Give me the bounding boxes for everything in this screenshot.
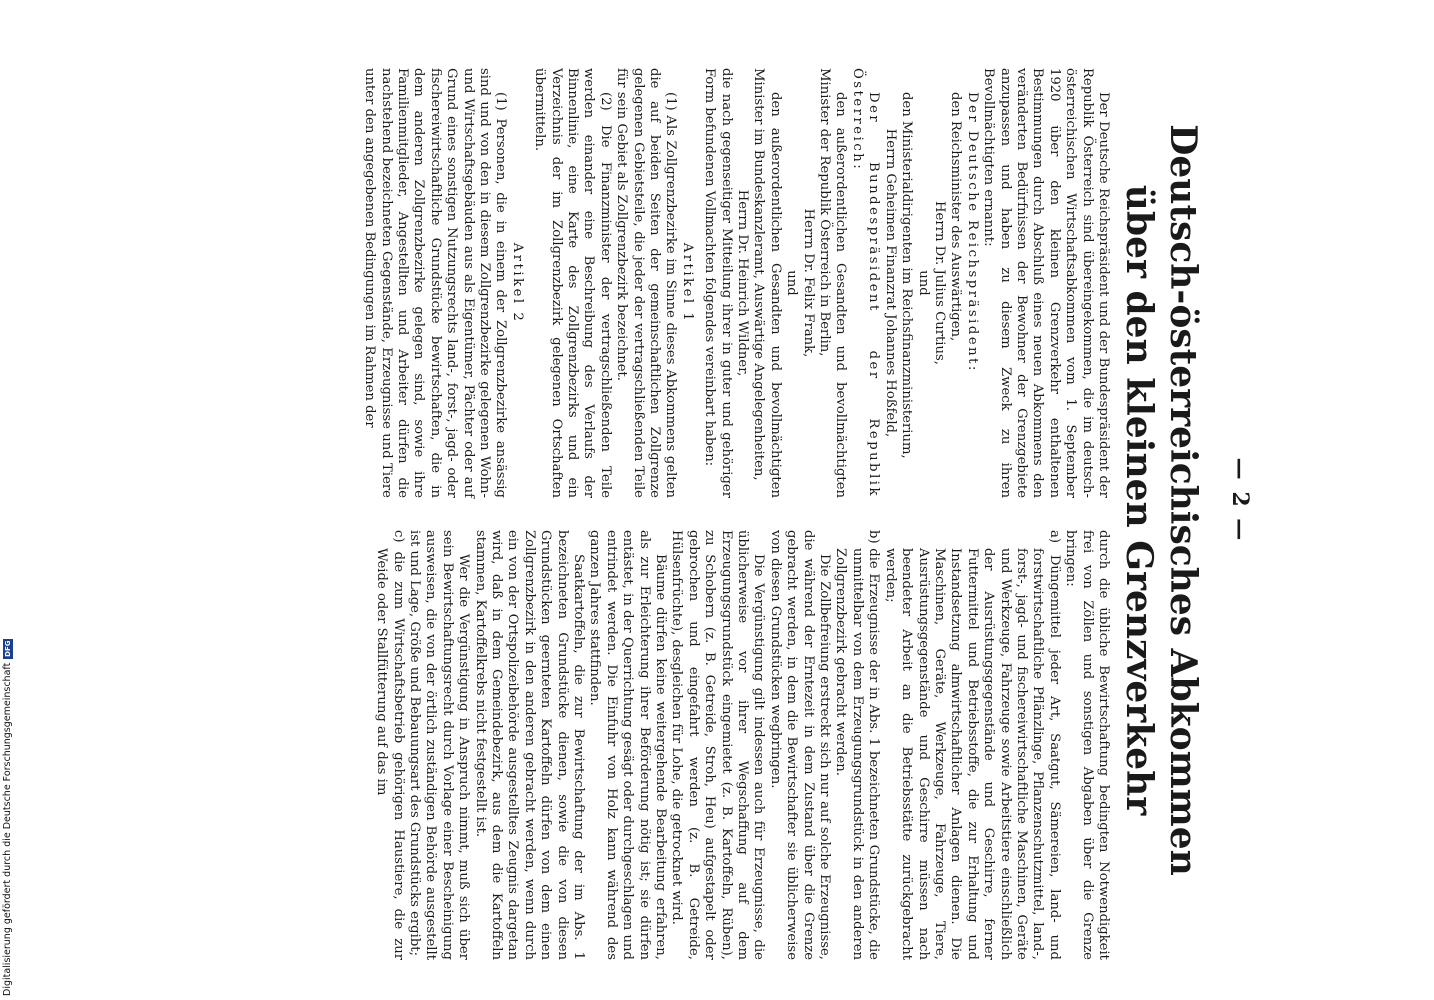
item-b-paragraph-1: Die Zollbefreiung erstreckt sich nur auf solche Erzeugnisse, die während der Erntezeit in dem Zustand über die Grenze gebracht werden, in dem die Bewirtschafter sie üblicherweise von diesen Grundstücken wegbringen.: [767, 530, 833, 960]
article-1-paragraph-2: (2) Die Finanzminister der vertragschließenden Teile werden einander eine Beschreibung des Verlaufs der Binnenlinie, eine Karte des Zollgrenzbezirks und ein Verzeichnis der im Zollgrenzbezirk gelegenen Ortschaften übermitteln.: [532, 68, 613, 498]
continuation-paragraph: durch die übliche Bewirtschaftung bedingten Notwendigkeit frei von Zöllen und sonstigen Abgaben über die Grenze bringen:: [1063, 530, 1111, 960]
dfg-logo: DFG: [3, 640, 12, 657]
document-page: [183, 0, 1263, 1000]
and-text-1: und: [915, 270, 931, 296]
german-plenipotentiary-heading: Der Deutsche Reichspräsident:: [964, 92, 980, 373]
austrian-plenipotentiary-2-name: Herrn Dr. Heinrich Wildner,: [735, 189, 751, 377]
item-b-paragraph-5: Wer die Vergünstigung in Anspruch nimmt, muß sich über sein Bewirtschaftungsrecht durch Vorlage einer Bescheinigung ausweisen, die von der örtlich zuständigen Behörde ausgestellt ist und Lage, Größe und Bebauungsart des Grundstücks ergibt;: [406, 530, 472, 960]
digitization-credit: [2, 639, 13, 996]
german-plenipotentiary-2-role: den Ministerialdirigenten im Reichsfinanzministerium,: [899, 92, 915, 459]
intro-paragraph: Der Deutsche Reichspräsident und der Bundespräsident der Republik Österreich sind übereingekommen, die im deutsch-österreichischen Wirtschaftsabkommen vom 1. September 1920 über den kleinen Grenzverkehr enthaltenen Bestimmungen durch Abschluß eines neuen Abkommens den veränderten Bedürfnissen der Bewohner der Grenzgebiete anzupassen und haben zu diesem Zweck zu ihren Bevollmächtigten ernannt:: [981, 68, 1111, 498]
german-plenipotentiary-2-name: Herrn Geheimen Finanzrat Johannes Hoßfeld,: [882, 128, 898, 438]
austrian-plenipotentiary-heading: Der Bundespräsident der Republik Österreich:: [849, 68, 882, 498]
german-plenipotentiary-1-role: den Reichsminister des Auswärtigen,: [948, 92, 964, 342]
german-plenipotentiary-1-name: Herrn Dr. Julius Curtius,: [931, 201, 947, 365]
article-1-heading: Artikel 1: [679, 242, 695, 324]
item-b-paragraph-2: Die Vergünstigung gilt indessen auch für Erzeugnisse, die üblicherweise vor ihrer Wegschaffung auf dem Erzeugungsgrundstück eingemietet (z. B. Kartoffeln, Rüben), zu Schobern (z. B. Getreide, Stroh, Heu) aufgestapelt oder gebrochen und eingefahrt werden (z. B. Getreide, Hülsenfrüchte), desgleichen für Lohe, die getrocknet wird.: [669, 530, 767, 960]
item-b: b) die Erzeugnisse der in Abs. 1 bezeichneten Grundstücke, die unmittelbar von dem Erzeugungsgrundstück in den anderen Zollgrenzbezirk gebracht werden.: [833, 530, 882, 960]
digitization-credit-text: Digitalisierung gefördert durch die Deutsche Forschungsgemeinschaft: [2, 662, 13, 996]
document-title: Deutsch-österreichisches Abkommen über den kleinen Grenzverkehr: [1118, 124, 1204, 876]
austrian-plenipotentiary-1-name: Herrn Dr. Felix Frank,: [800, 208, 816, 358]
austrian-plenipotentiary-1-role: den außerordentlichen Gesandten und bevollmächtigten Minister der Republik Österreich in Berlin,: [817, 68, 849, 498]
right-column: [373, 530, 1111, 960]
item-b-paragraph-4: Saatkartoffeln, die zur Bewirtschaftung der im Abs. 1 bezeichneten Grundstücke dienen, sowie die von diesen Grundstücken geernteten Kartoffeln dürfen von dem einen Zollgrenzbezirk in den anderen gebracht werden, wenn durch ein von der Ortspolizeibehörde ausgestelltes Zeugnis dargetan wird, daß in dem Gemeindebezirk, aus dem die Kartoffeln stammen, Kartoffelkrebs nicht festgestellt ist.: [472, 530, 586, 960]
agreement-paragraph: die nach gegenseitiger Mitteilung ihrer in guter und gehöriger Form befundenen Vollmachten folgendes vereinbart haben:: [702, 68, 734, 498]
article-2-paragraph-1: (1) Personen, die in einem der Zollgrenzbezirke ansässig sind und von den in diesem Zollgrenzbezirke gelegenen Wohn- und Wirtschaftsgebäuden aus als Eigentümer, Pächter oder auf Grund eines sonstigen Nutzungsrechts land-, forst-, jagd- oder fischereiwirtschaftliche Grundstücke bewirtschaften, die in dem anderen Zollgrenzbezirke gelegen sind, sowie ihre Familienmitglieder, Angestellten und Arbeiter dürfen die nachstehend bezeichneten Gegenstände, Erzeugnisse und Tiere unter den angegebenen Bedingungen im Rahmen der: [362, 68, 509, 498]
left-column: [361, 68, 1111, 498]
article-1-paragraph-1: (1) Als Zollgrenzbezirke im Sinne dieses Abkommens gelten die auf beiden Seiten der gemeinschaftlichen Zollgrenze gelegenen Gebietsteile, die jeder der vertragschließenden Teile für sein Gebiet als Zollgrenzbezirk bezeichnet.: [614, 68, 679, 498]
item-b-paragraph-3: Bäume dürfen keine weitergehende Bearbeitung erfahren, als zur Erleichterung ihrer Beförderung nötig ist; sie dürfen entästet, in der Querrichtung gesägt oder durchgeschlagen und entrindet werden. Die Einfuhr von Holz kann während des ganzen Jahres stattfinden.: [587, 530, 669, 960]
item-a: a) Düngemittel jeder Art, Saatgut, Sämereien, land- und forstwirtschaftliche Pflänzlinge, Pflanzenschutzmittel, land-, forst-, jagd- und fischereiwirtschaftliche Maschinen, Geräte und Werkzeuge, Fahrzeuge sowie Arbeitstiere einschließlich der Ausrüstungsgegenstände und Geschirre, ferner Futtermittel und Betriebsstoffe, die zur Erhaltung und Instandsetzung almwirtschaftlicher Anlagen dienen. Die Maschinen, Geräte, Werkzeuge, Fahrzeuge, Tiere, Ausrüstungsgegenstände und Geschirre müssen nach beendeter Arbeit an die Betriebsstätte zurückgebracht werden;: [882, 530, 1062, 960]
austrian-plenipotentiary-2-role: den außerordentlichen Gesandten und bevollmächtigten Minister im Bundeskanzleramt, Auswärtige Angelegenheiten,: [751, 68, 783, 498]
page-number: — 2 —: [1227, 457, 1253, 543]
and-text-2: und: [784, 270, 800, 296]
item-c: c) die zum Wirtschaftsbetrieb gehörigen Haustiere, die zur Weide oder Stallfütterung auf das im: [374, 530, 406, 960]
article-2-heading: Artikel 2: [509, 242, 525, 324]
